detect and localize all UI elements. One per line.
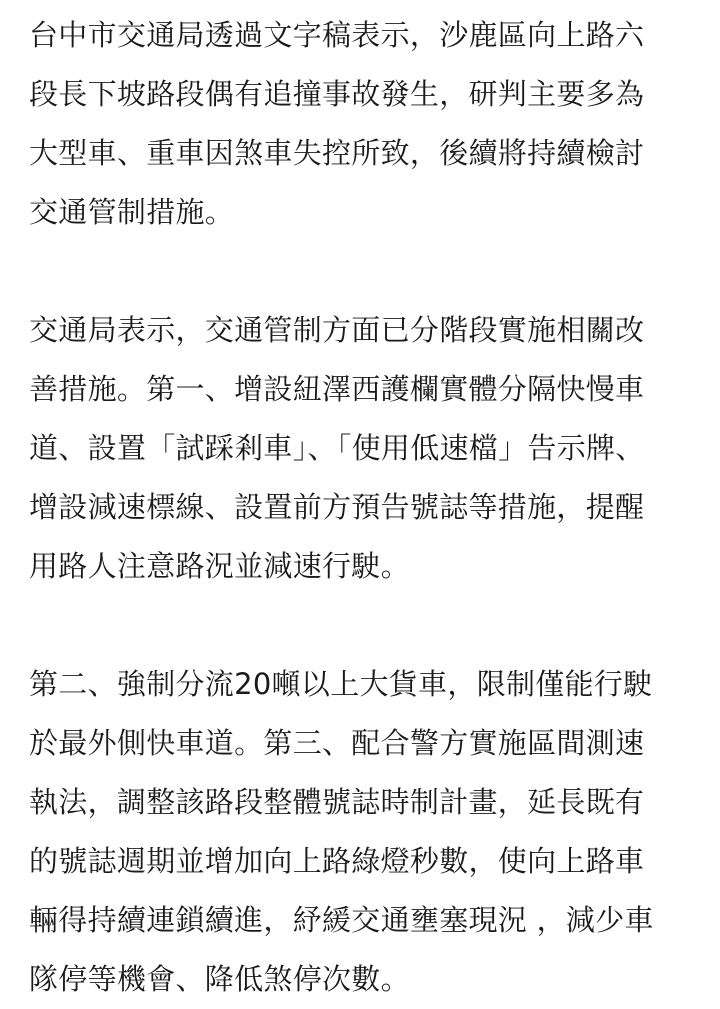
- text-line: 交通局表示，交通管制方面已分階段實施相關改: [29, 313, 645, 347]
- paragraph-1: [29, 6, 692, 242]
- paragraph-2: [29, 301, 692, 596]
- text-line: 善措施。第一、增設紐澤西護欄實體分隔快慢車: [29, 372, 645, 406]
- text-line: 段長下坡路段偶有追撞事故發生，研判主要多為: [29, 77, 645, 111]
- text-line: 交通管制措施。: [29, 195, 235, 229]
- paragraph-spacer: [29, 596, 692, 655]
- text-line: 隊停等機會、降低煞停次數。: [29, 962, 410, 996]
- text-line: 第二、強制分流20噸以上大貨車，限制僅能行駛: [29, 667, 653, 701]
- text-line: 道、設置「試踩剎車」、「使用低速檔」告示牌、: [29, 431, 645, 465]
- text-line: 用路人注意路況並減速行駛。: [29, 549, 410, 583]
- paragraph-spacer: [29, 242, 692, 301]
- text-line: 於最外側快車道。第三、配合警方實施區間測速: [29, 726, 645, 760]
- text-line: 執法，調整該路段整體號誌時制計畫，延長既有: [29, 785, 645, 819]
- text-line: 增設減速標線、設置前方預告號誌等措施，提醒: [29, 490, 645, 524]
- text-line: 輛得持續連鎖續進，紓緩交通壅塞現況 ，減少車: [29, 903, 654, 937]
- text-line: 台中市交通局透過文字稿表示，沙鹿區向上路六: [29, 18, 645, 52]
- text-line: 的號誌週期並增加向上路綠燈秒數，使向上路車: [29, 844, 645, 878]
- text-line: 大型車、重車因煞車失控所致，後續將持續檢討: [29, 136, 645, 170]
- paragraph-3: [29, 655, 692, 1009]
